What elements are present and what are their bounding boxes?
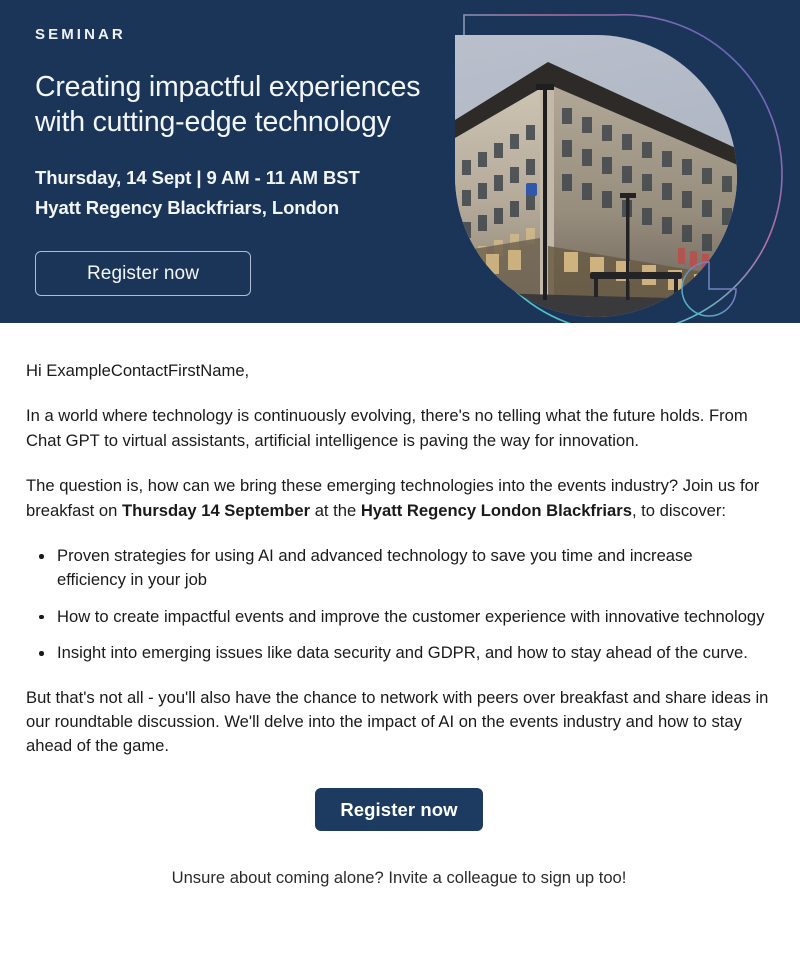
email-content-area xyxy=(0,323,800,889)
intro-paragraph: In a world where technology is continuously evolving, there's no telling what the future holds. From Chat GPT to virtual assistants, artificial intelligence is paving the way for innovation. xyxy=(26,406,748,450)
hero-banner xyxy=(0,0,800,323)
networking-paragraph: But that's not all - you'll also have the chance to network with peers over breakfast and share ideas in our roundtable discussion. We'll delve into the impact of AI on the events industry and how to stay ahead of the game. xyxy=(26,687,769,756)
register-now-button[interactable]: Register now xyxy=(315,788,483,831)
greeting-text: Hi ExampleContactFirstName, xyxy=(26,361,250,380)
invite-colleague-footnote: Unsure about coming alone? Invite a colleague to sign up too! xyxy=(171,867,627,887)
email-copy xyxy=(0,323,800,889)
list-item: Proven strategies for using AI and advanced technology to save you time and increase efficiency in your job xyxy=(57,544,772,593)
hero-event-details xyxy=(35,163,455,223)
hero-photo xyxy=(455,35,740,320)
cta-container xyxy=(26,788,772,831)
hero-register-now-button[interactable]: Register now xyxy=(35,251,251,296)
invitation-part-2: at the xyxy=(310,500,361,520)
hero-decorative-artwork xyxy=(440,0,800,323)
hero-eyebrow-label: SEMINAR xyxy=(35,26,126,43)
hero-artwork-svg xyxy=(440,0,800,323)
invitation-venue-bold: Hyatt Regency London Blackfriars xyxy=(360,500,632,520)
invitation-date-bold: Thursday 14 September xyxy=(121,500,311,520)
hero-headline-line-1: Creating impactful experiences xyxy=(35,71,421,103)
hero-headline xyxy=(35,70,455,140)
hero-text-block xyxy=(35,0,455,323)
list-item: How to create impactful events and improve the customer experience with innovative technology xyxy=(57,605,772,629)
hero-date-time: Thursday, 14 Sept | 9 AM - 11 AM BST xyxy=(35,167,360,188)
invitation-part-3: , to discover: xyxy=(631,500,727,520)
hero-headline-line-2: with cutting-edge technology xyxy=(35,106,391,138)
invitation-paragraph xyxy=(26,474,772,523)
list-item: Insight into emerging issues like data security and GDPR, and how to stay ahead of the curve. xyxy=(57,641,772,665)
invitation-part-1: The question is, how can we bring these emerging technologies into the events industry? Join us for breakfast on xyxy=(26,476,760,520)
benefits-list xyxy=(26,544,772,666)
hero-venue: Hyatt Regency Blackfriars, London xyxy=(35,197,340,218)
